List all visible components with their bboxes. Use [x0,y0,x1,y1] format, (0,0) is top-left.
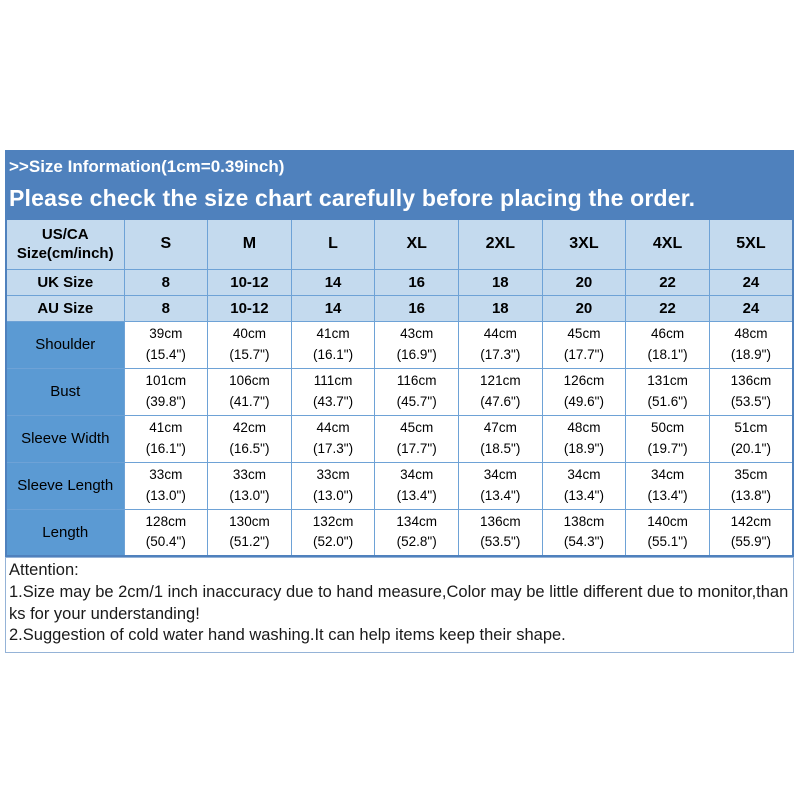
measurement-value-cell [208,368,292,415]
measurement-value-cell [626,509,710,556]
value-inch: (45.7") [396,393,437,409]
value-inch: (17.7") [396,440,437,456]
measurement-value-cell [709,321,793,368]
value-cm: 46cm [651,326,685,342]
measurement-value-cell [124,462,208,509]
value-cm: 44cm [483,326,517,342]
value-inch: (13.0") [229,487,270,503]
value-cm: 130cm [229,514,270,529]
value-inch: (18.5") [480,440,521,456]
measurement-row [6,415,793,462]
value-inch: (13.0") [313,487,354,503]
measurement-value-cell [542,368,626,415]
conversion-value-cell: 14 [291,295,375,321]
value-inch: (55.1") [647,534,688,550]
size-header-cell: XL [375,219,459,269]
size-table-body [6,269,793,556]
conversion-row-label: UK Size [6,269,124,295]
value-cm: 48cm [734,326,768,342]
value-inch: (16.5") [229,440,270,456]
value-inch: (17.3") [313,440,354,456]
conversion-row [6,295,793,321]
measurement-row-label: Bust [6,368,124,415]
measurement-value-cell [542,321,626,368]
value-inch: (20.1") [730,440,771,456]
value-cm: 132cm [312,514,354,529]
measurement-row [6,321,793,368]
value-inch: (16.1") [145,440,186,456]
measurement-value-cell [626,321,710,368]
value-cm: 142cm [730,514,772,529]
value-cm: 34cm [651,467,685,483]
measurement-value-cell [124,321,208,368]
value-cm: 136cm [730,373,772,389]
measurement-value-cell [291,368,375,415]
size-header-row [6,219,793,269]
value-inch: (13.0") [145,487,186,503]
conversion-value-cell: 16 [375,295,459,321]
measurement-value-cell [291,415,375,462]
attention-line-2: 2.Suggestion of cold water hand washing.It can help items keep their shape. [9,626,566,645]
measurement-row-label: Sleeve Length [6,462,124,509]
value-cm: 42cm [232,420,266,436]
measurement-value-cell [459,509,543,556]
value-cm: 48cm [567,420,601,436]
value-cm: 40cm [232,326,266,342]
measurement-value-cell [208,415,292,462]
conversion-value-cell: 20 [542,295,626,321]
value-cm: 43cm [400,326,434,342]
measurement-value-cell [375,321,459,368]
value-inch: (18.9") [730,346,771,362]
value-cm: 45cm [567,326,601,342]
measurement-value-cell [459,462,543,509]
conversion-value-cell: 24 [709,269,793,295]
size-header-cell: L [291,219,375,269]
value-inch: (43.7") [313,393,354,409]
value-cm: 111cm [313,373,353,389]
measurement-value-cell [124,509,208,556]
conversion-value-cell: 18 [459,295,543,321]
conversion-value-cell: 22 [626,295,710,321]
measurement-row-label: Shoulder [6,321,124,368]
banner-subtitle: Please check the size chart carefully before placing the order. [9,185,696,211]
attention-heading: Attention: [9,561,79,579]
measurement-value-cell [626,368,710,415]
measurement-value-cell [709,462,793,509]
measurement-row-label: Sleeve Width [6,415,124,462]
size-header-cell: 2XL [459,219,543,269]
value-cm: 34cm [400,467,434,483]
measurement-value-cell [459,415,543,462]
conversion-value-cell: 10-12 [208,295,292,321]
conversion-value-cell: 10-12 [208,269,292,295]
value-cm: 116cm [396,373,437,389]
value-inch: (51.6") [647,393,688,409]
value-cm: 106cm [229,373,270,389]
value-inch: (50.4") [145,534,186,550]
measurement-value-cell [291,321,375,368]
value-inch: (53.5") [730,393,771,409]
value-cm: 138cm [563,514,605,529]
conversion-value-cell: 24 [709,295,793,321]
value-inch: (39.8") [145,393,186,409]
measurement-value-cell [626,462,710,509]
value-cm: 134cm [396,514,437,529]
value-cm: 101cm [145,373,187,389]
value-inch: (54.3") [563,534,604,550]
value-inch: (51.2") [229,534,270,550]
value-cm: 34cm [483,467,517,483]
size-chart-content [5,150,794,653]
measurement-row-label: Length [6,509,124,556]
measurement-value-cell [459,321,543,368]
value-inch: (17.3") [480,346,521,362]
value-cm: 131cm [647,373,688,389]
value-cm: 140cm [647,514,688,529]
value-inch: (15.7") [229,346,270,362]
conversion-value-cell: 16 [375,269,459,295]
measurement-value-cell [291,462,375,509]
value-cm: 47cm [483,420,517,436]
attention-line-1: 1.Size may be 2cm/1 inch inaccuracy due to hand measure,Color may be little different due to monitor,thanks for your understanding! [9,582,789,623]
value-inch: (49.6") [563,393,604,409]
measurement-row [6,368,793,415]
value-cm: 39cm [149,326,183,342]
measurement-value-cell [208,509,292,556]
measurement-value-cell [124,368,208,415]
value-cm: 33cm [316,467,350,483]
value-inch: (53.5") [480,534,521,550]
measurement-value-cell [124,415,208,462]
value-cm: 41cm [316,326,350,342]
measurement-value-cell [709,368,793,415]
measurement-value-cell [375,415,459,462]
value-cm: 51cm [734,420,768,436]
value-cm: 126cm [563,373,605,389]
conversion-value-cell: 8 [124,269,208,295]
value-inch: (19.7") [647,440,688,456]
measurement-value-cell [709,415,793,462]
value-inch: (13.4") [563,487,604,503]
size-table-head [6,219,793,269]
measurement-value-cell [542,509,626,556]
measurement-row [6,462,793,509]
measurement-value-cell [542,462,626,509]
value-inch: (15.4") [145,346,186,362]
value-inch: (18.9") [563,440,604,456]
value-inch: (17.7") [563,346,604,362]
conversion-row [6,269,793,295]
value-cm: 121cm [480,373,521,389]
value-cm: 50cm [651,420,685,436]
value-inch: (13.4") [396,487,437,503]
size-header-cell: M [208,219,292,269]
measurement-value-cell [626,415,710,462]
size-header-cell: S [124,219,208,269]
measurement-row [6,509,793,556]
value-inch: (47.6") [480,393,521,409]
measurement-value-cell [375,509,459,556]
value-cm: 45cm [400,420,434,436]
value-cm: 41cm [149,420,183,436]
banner-title: >>Size Information(1cm=0.39inch) [9,157,285,176]
size-table [5,218,794,557]
value-inch: (16.9") [396,346,437,362]
measurement-value-cell [375,368,459,415]
value-cm: 33cm [149,467,183,483]
value-inch: (18.1") [647,346,688,362]
measurement-value-cell [542,415,626,462]
conversion-value-cell: 14 [291,269,375,295]
measurement-value-cell [375,462,459,509]
size-header-cell: 4XL [626,219,710,269]
corner-header-line: US/CA [41,225,89,243]
value-cm: 128cm [145,514,187,529]
measurement-value-cell [709,509,793,556]
conversion-value-cell: 8 [124,295,208,321]
value-inch: (16.1") [313,346,354,362]
value-inch: (41.7") [229,393,270,409]
value-inch: (55.9") [730,534,771,550]
value-inch: (13.4") [480,487,521,503]
measurement-value-cell [208,462,292,509]
value-inch: (52.0") [313,534,354,550]
measurement-value-cell [291,509,375,556]
conversion-value-cell: 20 [542,269,626,295]
value-cm: 34cm [567,467,601,483]
size-info-banner [5,150,794,218]
value-inch: (52.8") [396,534,437,550]
measurement-value-cell [459,368,543,415]
conversion-value-cell: 18 [459,269,543,295]
corner-header-line: Size(cm/inch) [16,245,114,263]
measurement-value-cell [208,321,292,368]
value-inch: (13.8") [730,487,771,503]
value-cm: 44cm [316,420,350,436]
corner-header-cell [6,219,124,269]
value-inch: (13.4") [647,487,688,503]
value-cm: 136cm [480,514,521,529]
size-header-cell: 3XL [542,219,626,269]
size-header-cell: 5XL [709,219,793,269]
conversion-row-label: AU Size [6,295,124,321]
attention-section [5,557,794,653]
value-cm: 33cm [232,467,266,483]
value-cm: 35cm [734,467,768,483]
conversion-value-cell: 22 [626,269,710,295]
